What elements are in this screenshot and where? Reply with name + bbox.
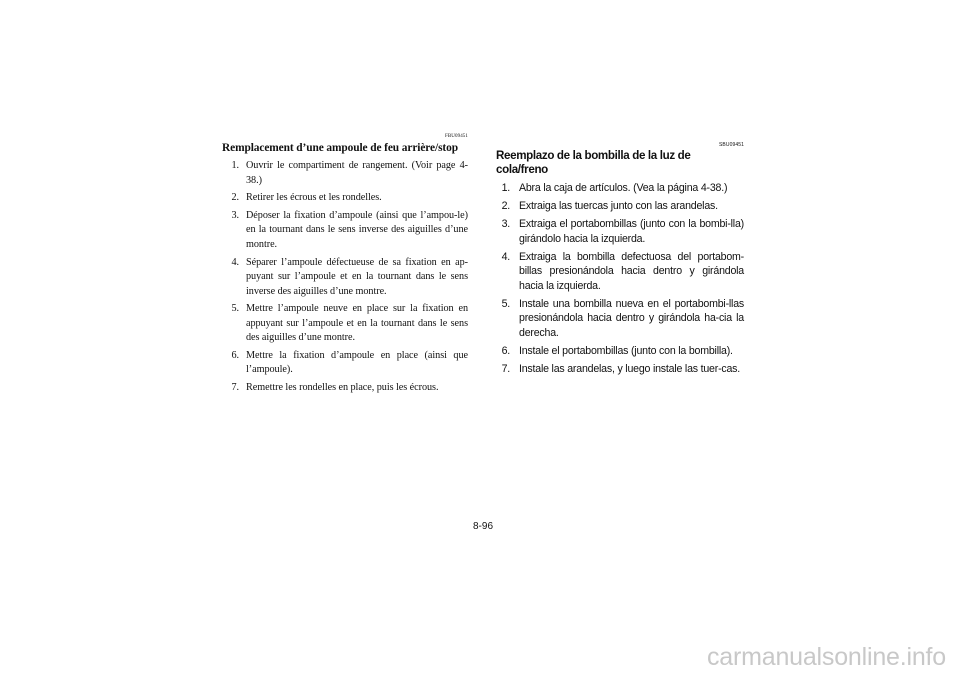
section-code: SBU09451 bbox=[719, 142, 744, 148]
french-column bbox=[222, 134, 468, 399]
page-number: 8-96 bbox=[472, 521, 493, 532]
step-item bbox=[496, 297, 744, 341]
step-number: 1. bbox=[501, 182, 510, 194]
step-text: Extraiga las tuercas junto con las arandelas. bbox=[519, 200, 718, 212]
step-text: Instale el portabombillas (junto con la bombilla). bbox=[519, 344, 733, 357]
step-item bbox=[222, 349, 468, 378]
step-item bbox=[496, 217, 744, 246]
step-text: Mettre la fixation d’ampoule en place (ainsi que l’ampoule). bbox=[246, 349, 468, 376]
step-number: 5. bbox=[231, 303, 239, 315]
step-number: 6. bbox=[501, 344, 510, 357]
step-text: Abra la caja de artículos. (Vea la página 4-38.) bbox=[519, 182, 728, 194]
step-text: Extraiga el portabombillas (junto con la bombi-lla) girándolo hacia la izquierda. bbox=[519, 218, 744, 245]
step-item bbox=[222, 159, 468, 188]
step-text: Déposer la fixation d’ampoule (ainsi que l’ampou-le) en la tournant dans le sens inverse des aiguilles d’une montre. bbox=[246, 209, 468, 250]
step-number: 6. bbox=[231, 349, 239, 361]
step-item bbox=[222, 191, 468, 206]
section-title: Reemplazo de la bombilla de la luz de cola/freno bbox=[496, 149, 691, 176]
step-number: 4. bbox=[231, 256, 239, 268]
steps-list bbox=[222, 159, 468, 396]
step-number: 2. bbox=[231, 192, 239, 204]
step-text: Ouvrir le compartiment de rangement. (Voir page 4-38.) bbox=[246, 160, 468, 186]
step-text: Remettre les rondelles en place, puis les écrous. bbox=[246, 382, 439, 394]
step-text: Séparer l’ampoule défectueuse de sa fixation en ap-puyant sur l’ampoule et en la tournant dans le sens inverse des aiguilles d’une montre. bbox=[246, 256, 468, 297]
step-item bbox=[496, 250, 744, 294]
step-item bbox=[496, 344, 744, 359]
step-item bbox=[222, 256, 468, 300]
step-number: 7. bbox=[501, 362, 510, 375]
step-number: 3. bbox=[501, 218, 510, 230]
step-text: Extraiga la bombilla defectuosa del portabom-billas presionándola hacia dentro y girándola hacia la izquierda. bbox=[519, 250, 744, 292]
step-item bbox=[222, 209, 468, 253]
step-text: Instale las arandelas, y luego instale las tuer-cas. bbox=[519, 362, 741, 375]
step-number: 4. bbox=[501, 250, 510, 263]
step-number: 2. bbox=[501, 200, 510, 212]
step-item bbox=[222, 381, 468, 396]
step-number: 7. bbox=[231, 382, 239, 394]
step-text: Mettre l’ampoule neuve en place sur la fixation en appuyant sur l’ampoule et en la tournant dans le sens des aiguilles d’une montre. bbox=[246, 303, 468, 344]
section-title: Remplacement d’une ampoule de feu arrière/stop bbox=[222, 142, 458, 154]
step-item bbox=[222, 302, 468, 346]
step-number: 3. bbox=[231, 209, 239, 221]
spanish-column bbox=[496, 134, 744, 380]
step-number: 5. bbox=[501, 297, 510, 310]
step-item bbox=[496, 362, 744, 377]
step-item bbox=[496, 181, 744, 196]
step-item bbox=[496, 199, 744, 214]
section-code: FBU09451 bbox=[444, 134, 468, 139]
steps-list bbox=[496, 181, 744, 376]
step-number: 1. bbox=[231, 160, 239, 171]
watermark-text: carmanualsonline.info bbox=[706, 643, 946, 671]
step-text: Instale una bombilla nueva en el portabombi-llas presionándola hacia dentro y girándola ha-cia la derecha. bbox=[519, 297, 744, 339]
step-text: Retirer les écrous et les rondelles. bbox=[246, 192, 382, 204]
